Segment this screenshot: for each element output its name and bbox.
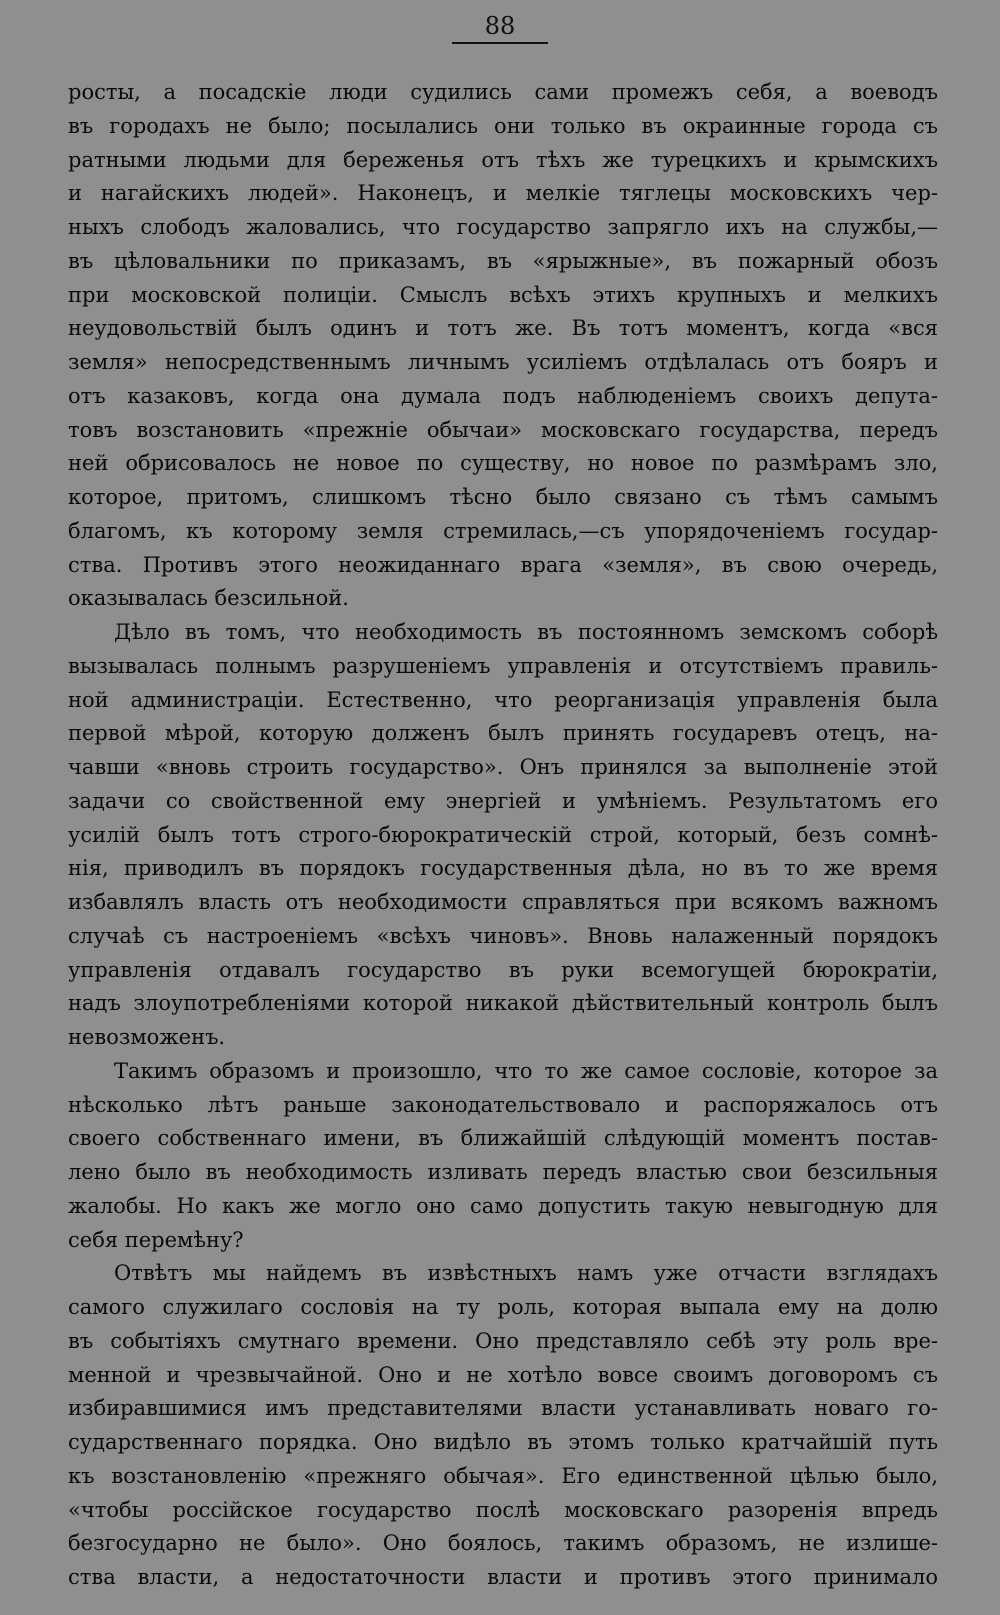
text-line: ства. Противъ этого неожиданнаго врага «земля», въ свою очередь, (68, 552, 938, 577)
text-line: управленія отдавалъ государство въ руки всемогущей бюрократіи, (68, 957, 938, 982)
text-line: лено было въ необходимость изливать передъ властью свои безсильныя (68, 1160, 938, 1184)
text-line: неудовольствій былъ одинъ и тотъ же. Въ тотъ моментъ, когда «вся (68, 316, 938, 341)
text-line: ной администраціи. Естественно, что реорганизація управленія была (68, 687, 938, 712)
text-line: въ событіяхъ смутнаго времени. Оно представляло себѣ эту роль вре- (68, 1328, 938, 1353)
text-line: оказывалась безсильной. (68, 586, 349, 611)
text-line: избавлялъ власть отъ необходимости справляться при всякомъ важномъ (68, 890, 938, 914)
text-line: въ цѣловальники по приказамъ, въ «ярыжные», въ пожарный обозъ (68, 248, 938, 273)
page-number-rule (452, 42, 548, 44)
text-line: избиравшимися имъ представителями власти устанавливать новаго го- (68, 1396, 938, 1421)
text-line: первой мѣрой, которую долженъ былъ принять государевъ отецъ, на- (68, 721, 938, 746)
text-line: къ возстановленію «прежняго обычая». Его единственной цѣлью было, (68, 1463, 938, 1488)
text-line: сударственнаго порядка. Оно видѣло въ этомъ только кратчайшій путь (68, 1430, 938, 1454)
text-line: чавши «вновь строить государство». Онъ принялся за выполненіе этой (68, 755, 938, 779)
text-line: ней обрисовалось не новое по существу, но новое по размѣрамъ зло, (68, 451, 938, 476)
text-line: при московской полиціи. Смыслъ всѣхъ этихъ крупныхъ и мелкихъ (68, 282, 938, 307)
text-line: надъ злоупотребленіями которой никакой дѣйствительный контроль былъ (68, 991, 938, 1016)
text-line: безгосударно не было». Оно боялось, такимъ образомъ, не излише- (68, 1531, 938, 1556)
text-line: Такимъ образомъ и произошло, что то же самое сословіе, которое за (114, 1058, 938, 1083)
text-line: которое, притомъ, слишкомъ тѣсно было связано съ тѣмъ самымъ (68, 485, 938, 509)
text-line: росты, а посадскіе люди судились сами промежъ себя, а воеводъ (68, 80, 938, 104)
text-line: отъ казаковъ, когда она думала подъ наблюденіемъ своихъ депута- (68, 383, 938, 408)
text-line: ства власти, а недостаточности власти и противъ этого принимало (68, 1565, 938, 1589)
text-line: нія, приводилъ въ порядокъ государственныя дѣла, но въ то же время (68, 856, 938, 881)
text-line: жалобы. Но какъ же могло оно само допустить такую невыгодную для (68, 1193, 938, 1218)
page-number: 88 (484, 12, 516, 40)
text-line: вызывалась полнымъ разрушеніемъ управленія и отсутствіемъ правиль- (68, 653, 938, 678)
text-line: ратными людьми для береженья отъ тѣхъ же турецкихъ и крымскихъ (68, 147, 938, 172)
text-line: самого служилаго сословія на ту роль, которая выпала ему на долю (68, 1295, 938, 1319)
text-line: задачи со свойственной ему энергіей и умѣніемъ. Результатомъ его (68, 788, 938, 813)
text-line: себя перемѣну? (68, 1227, 244, 1252)
text-line: и нагайскихъ людей». Наконецъ, и мелкіе тяглецы московскихъ чер- (68, 181, 938, 206)
text-line: земля» непосредственнымъ личнымъ усиліемъ отдѣлалась отъ бояръ и (68, 350, 938, 374)
text-line: товъ возстановить «прежніе обычаи» московскаго государства, передъ (68, 417, 938, 442)
text-line: «чтобы россійское государство послѣ московскаго разоренія впредь (68, 1497, 938, 1522)
text-line: нѣсколько лѣтъ раньше законодательствовало и распоряжалось отъ (68, 1092, 938, 1117)
text-line: Отвѣтъ мы найдемъ въ извѣстныхъ намъ уже отчасти взглядахъ (114, 1261, 938, 1286)
text-line: Дѣло въ томъ, что необходимость въ постоянномъ земскомъ соборѣ (114, 620, 938, 644)
text-line: своего собственнаго имени, въ ближайшій слѣдующій моментъ постав- (68, 1126, 938, 1151)
text-line: ныхъ слободъ жаловались, что государство запрягло ихъ на службы,— (68, 215, 938, 239)
text-line: случаѣ съ настроеніемъ «всѣхъ чиновъ». Вновь налаженный порядокъ (68, 923, 938, 948)
text-line: менной и чрезвычайной. Оно и не хотѣло вовсе своимъ договоромъ съ (68, 1362, 938, 1387)
text-line: въ городахъ не было; посылались они только въ окраинные города съ (68, 113, 938, 138)
body-text (68, 76, 938, 1595)
text-line: усилій былъ тотъ строго-бюрократическій строй, который, безъ сомнѣ- (68, 822, 938, 847)
text-line: благомъ, къ которому земля стремилась,—съ упорядоченіемъ государ- (68, 518, 938, 543)
text-line: невозможенъ. (68, 1025, 226, 1049)
